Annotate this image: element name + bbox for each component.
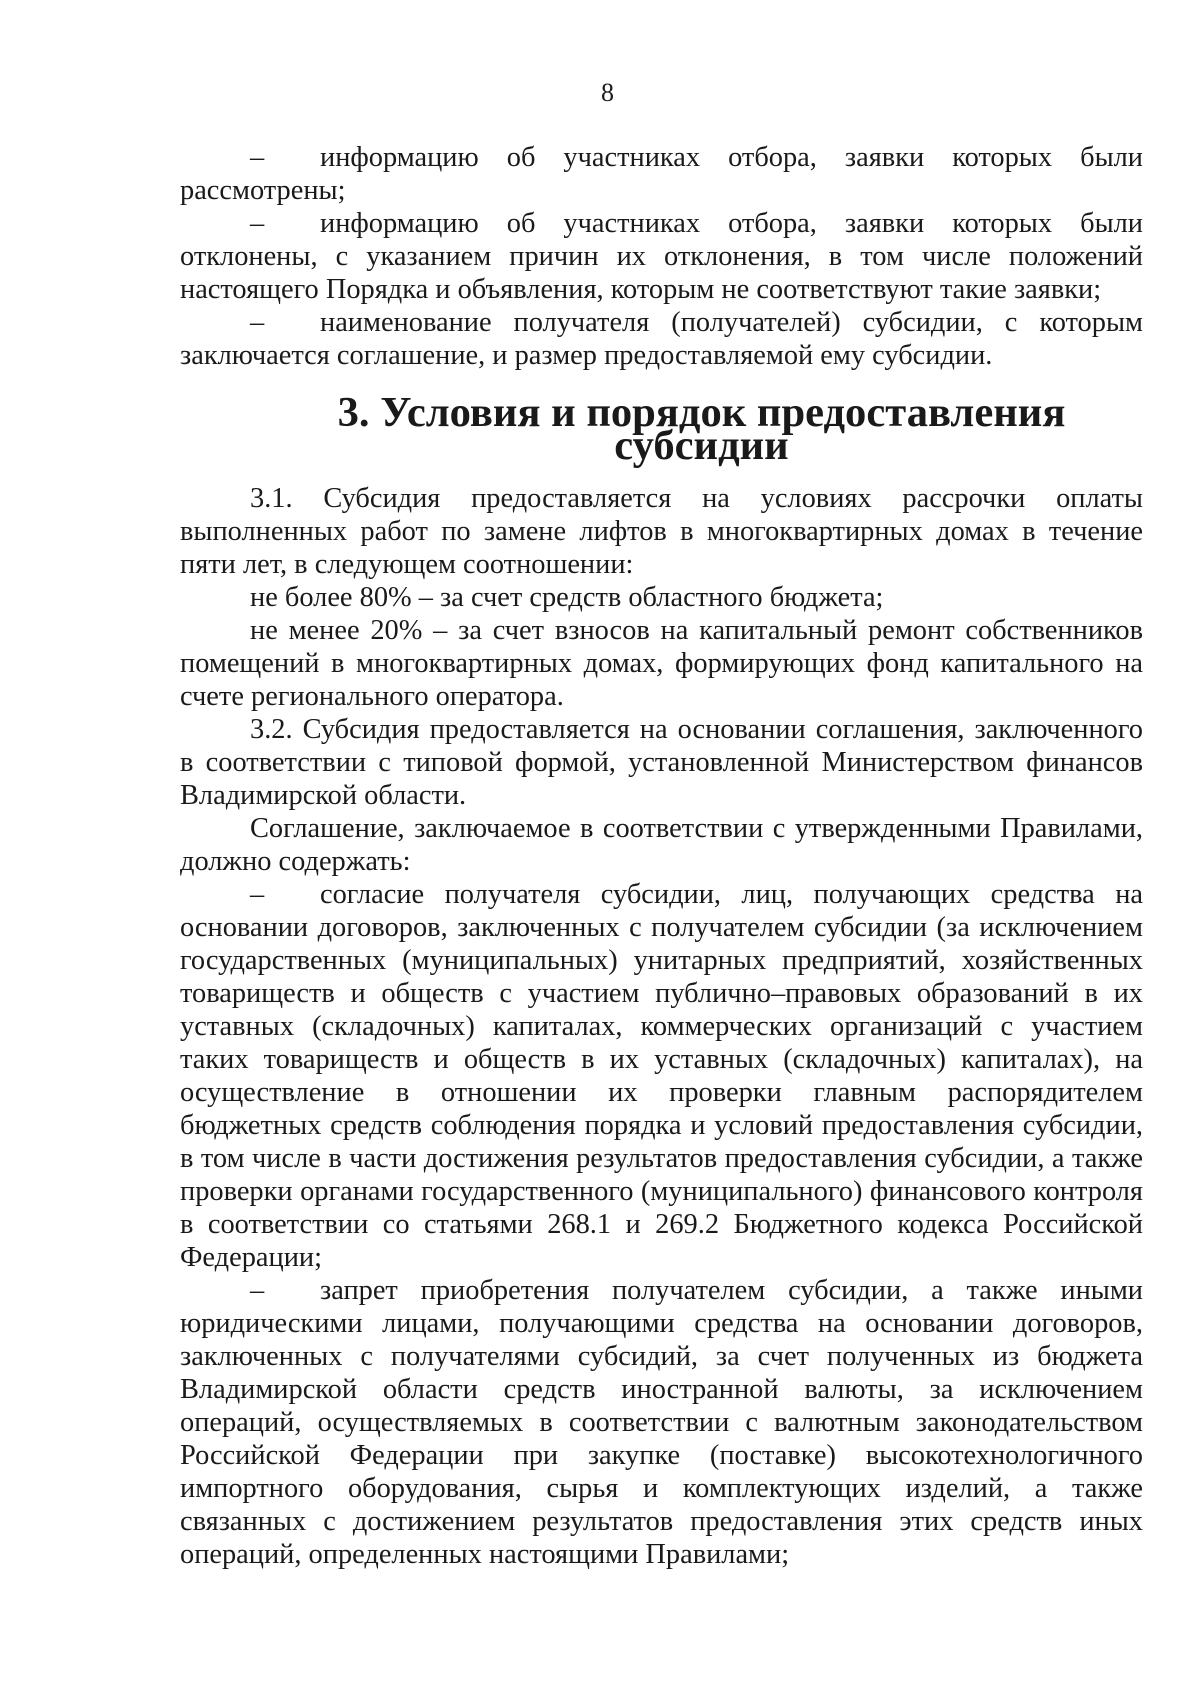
ratio-regional-budget: не более 80% – за счет средств областного бюджета;: [250, 582, 884, 613]
ratio-capital-repair-fund: не менее 20% – за счет взносов на капитальный ремонт собственников помещений в многоквартирных домах, формирующих фонд капитального на счете регионального оператора.: [180, 615, 1143, 712]
clause-3-1: 3.1. Субсидия предоставляется на условиях рассрочки оплаты выполненных работ по замене лифтов в многоквартирных домах в течение пяти лет, в следующем соотношении:: [180, 483, 1143, 580]
list-item: [180, 878, 1143, 1274]
list-item: [180, 306, 1143, 372]
list-item: [180, 1274, 1143, 1571]
list-item: [180, 207, 1143, 306]
list-item-text: информацию об участниках отбора, заявки которых были отклонены, с указанием причин их отклонения, в том числе положений настоящего Порядка и объявления, которым не соответствуют такие заявки;: [180, 208, 1143, 305]
document-body: [180, 141, 1143, 1571]
clause-3-2: 3.2. Субсидия предоставляется на основании соглашения, заключенного в соответствии с типовой формой, установленной Министерством финансов Владимирской области.: [180, 714, 1143, 811]
list-item-text: запрет приобретения получателем субсидии, а также иными юридическими лицами, получающими средства на основании договоров, заключенных с получателями субсидий, за счет полученных из бюджета Владимирской области средств иностранной валюты, за исключением операций, осуществляемых в соответствии с валютным законодательством Российской Федерации при закупке (поставке) высокотехнологичного импортного оборудования, сырья и комплектующих изделий, а также связанных с достижением результатов предоставления этих средств иных операций, определенных настоящими Правилами;: [180, 1275, 1143, 1570]
list-dash: –: [250, 142, 265, 173]
list-item: [180, 141, 1143, 207]
list-dash: –: [250, 879, 265, 910]
list-item-text: наименование получателя (получателей) субсидии, с которым заключается соглашение, и размер предоставляемой ему субсидии.: [180, 307, 1143, 371]
section-heading: 3. Условия и порядок предоставления субсидии: [337, 389, 1066, 469]
list-item-text: согласие получателя субсидии, лиц, получающих средства на основании договоров, заключенных с получателем субсидии (за исключением государственных (муниципальных) унитарных предприятий, хозяйственных товариществ и обществ с участием публично–правовых образований в их уставных (складочных) капиталах, коммерческих организаций с участием таких товариществ и обществ в их уставных (складочных) капиталах), на осуществление в отношении их проверки главным распорядителем бюджетных средств соблюдения порядка и условий предоставления субсидии, в том числе в части достижения результатов предоставления субсидии, а также проверки органами государственного (муниципального) финансового контроля в соответствии со статьями 268.1 и 269.2 Бюджетного кодекса Российской Федерации;: [180, 879, 1143, 1273]
list-dash: –: [250, 208, 265, 239]
page-number: 8: [601, 78, 614, 107]
list-item-text: информацию об участниках отбора, заявки которых были рассмотрены;: [180, 142, 1143, 206]
agreement-intro: Соглашение, заключаемое в соответствии с утвержденными Правилами, должно содержать:: [180, 813, 1143, 877]
list-dash: –: [250, 307, 265, 338]
list-dash: –: [250, 1275, 265, 1306]
